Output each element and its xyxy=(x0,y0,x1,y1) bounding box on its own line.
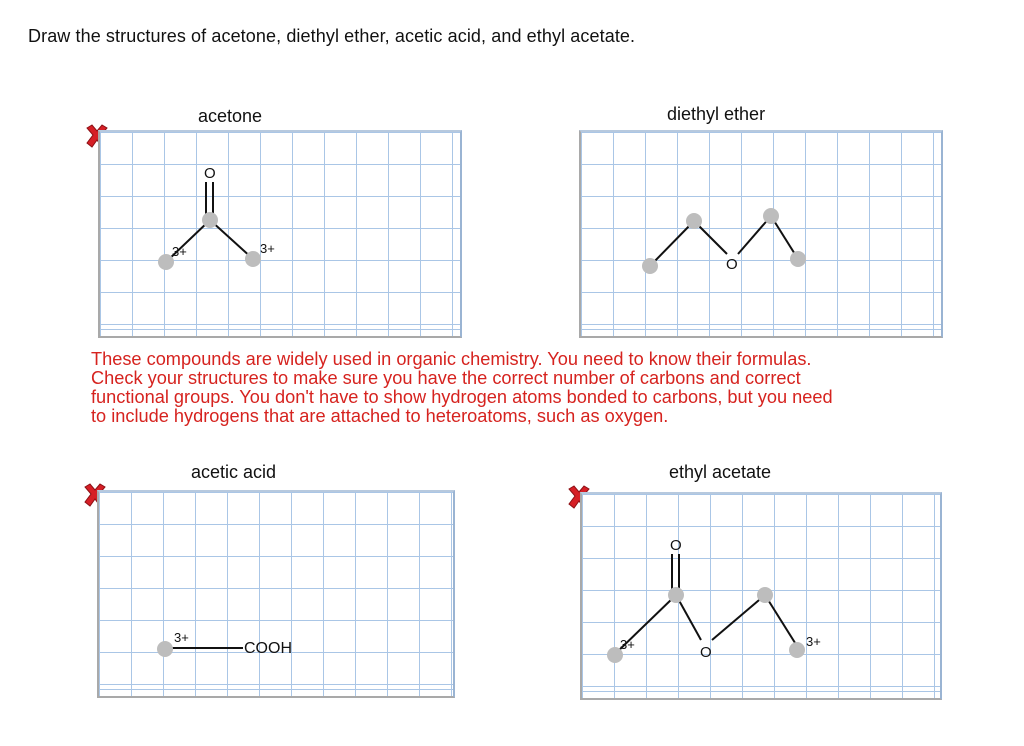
atom-dot[interactable] xyxy=(789,642,805,658)
ethyl-acetate-drawing-canvas[interactable] xyxy=(580,492,942,700)
feedback-line: These compounds are widely used in organic chemistry. You need to know their formulas. xyxy=(91,349,812,369)
charge-label: 3+ xyxy=(260,241,275,256)
atom-dot[interactable] xyxy=(642,258,658,274)
atom-dot[interactable] xyxy=(757,587,773,603)
oxygen-atom-label: O xyxy=(700,644,712,661)
charge-label: 3+ xyxy=(806,634,821,649)
diethyl-ether-structure xyxy=(581,132,945,340)
feedback-line: functional groups. You don't have to show hydrogen atoms bonded to carbons, but you need xyxy=(91,387,833,407)
ethyl-acetate-structure xyxy=(582,494,944,702)
question-instruction: Draw the structures of acetone, diethyl ether, acetic acid, and ethyl acetate. xyxy=(28,26,636,46)
oxygen-atom-label: O xyxy=(204,165,216,182)
feedback-line: to include hydrogens that are attached to heteroatoms, such as oxygen. xyxy=(91,406,669,426)
feedback-line: Check your structures to make sure you have the correct number of carbons and correct xyxy=(91,368,801,388)
oxygen-atom-label: O xyxy=(726,256,738,273)
atom-dot[interactable] xyxy=(157,641,173,657)
acetic-acid-structure xyxy=(99,492,457,700)
atom-dot[interactable] xyxy=(668,587,684,603)
ethyl-acetate-label: ethyl acetate xyxy=(669,462,772,482)
carboxyl-group-label: COOH xyxy=(244,640,292,657)
acetone-label: acetone xyxy=(198,106,263,126)
oxygen-atom-label: O xyxy=(670,537,682,554)
charge-label: 3+ xyxy=(172,244,187,259)
atom-dot[interactable] xyxy=(763,208,779,224)
feedback-message xyxy=(91,350,1011,426)
atom-dot[interactable] xyxy=(686,213,702,229)
atom-dot[interactable] xyxy=(202,212,218,228)
diethyl-ether-label: diethyl ether xyxy=(667,104,766,124)
acetone-structure xyxy=(100,132,464,340)
acetic-acid-label: acetic acid xyxy=(191,462,277,482)
atom-dot[interactable] xyxy=(245,251,261,267)
acetic-acid-drawing-canvas[interactable] xyxy=(97,490,455,698)
acetone-drawing-canvas[interactable] xyxy=(98,130,462,338)
diethyl-ether-drawing-canvas[interactable] xyxy=(579,130,943,338)
charge-label: 3+ xyxy=(620,637,635,652)
atom-dot[interactable] xyxy=(790,251,806,267)
charge-label: 3+ xyxy=(174,630,189,645)
